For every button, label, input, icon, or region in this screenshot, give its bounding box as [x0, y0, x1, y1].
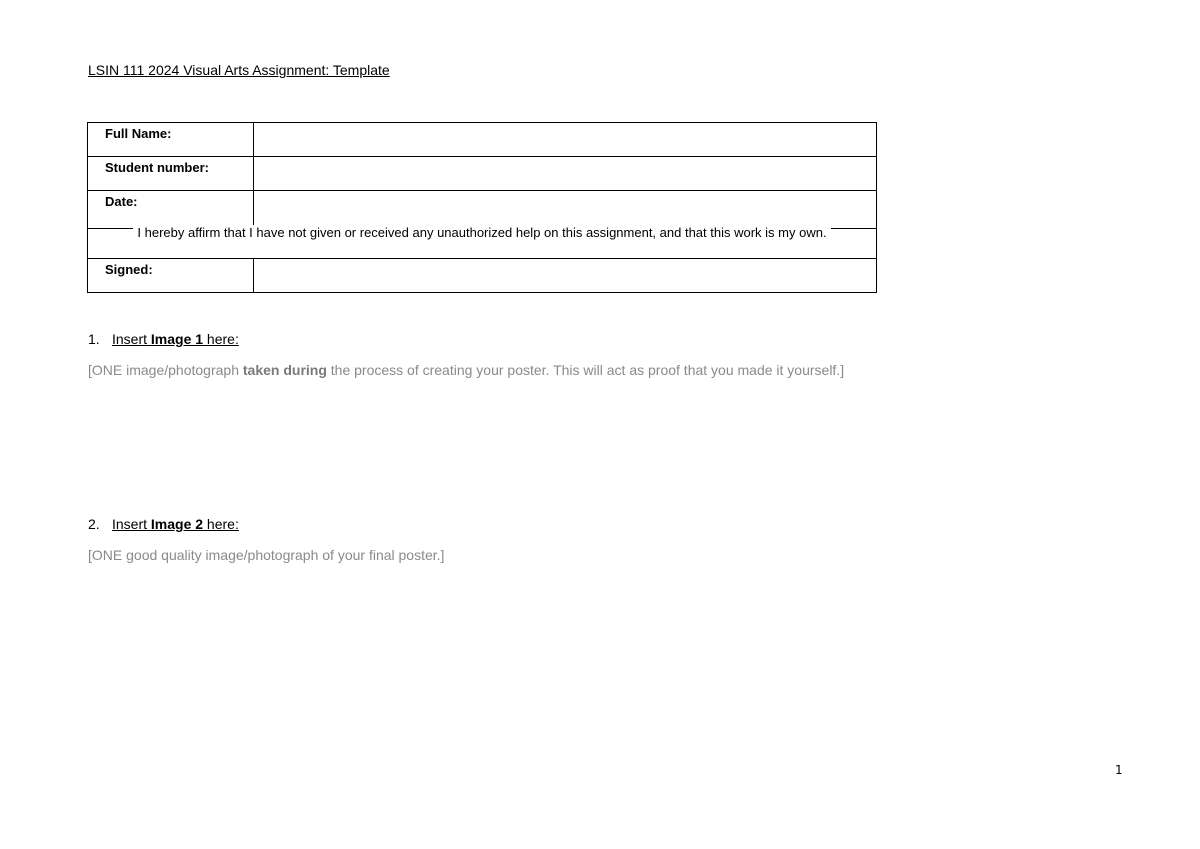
signed-label: Signed:: [88, 259, 254, 293]
section-2-instruction[interactable]: [88, 547, 444, 563]
date-label: Date:: [88, 191, 254, 225]
section-2-heading: [88, 516, 239, 532]
section-1-suffix: here:: [203, 331, 239, 347]
affirmation-cell: [88, 225, 877, 259]
section-1-number: 1.: [88, 331, 100, 347]
section-2-bold: Image 2: [150, 516, 204, 532]
signed-row: [88, 259, 877, 293]
page-title: LSIN 111 2024 Visual Arts Assignment: Template: [88, 62, 390, 78]
date-row: [88, 191, 877, 225]
section-2-prefix: Insert: [112, 516, 151, 532]
section-1-instruction-post: the process of creating your poster. This will act as proof that you made it yourself.]: [326, 362, 845, 378]
section-1-instruction[interactable]: [88, 362, 844, 378]
student-number-field[interactable]: [254, 157, 877, 191]
student-number-row: [88, 157, 877, 191]
section-1-bold: Image 1: [150, 331, 204, 347]
signature-field[interactable]: [254, 259, 877, 293]
section-1-prefix: Insert: [112, 331, 151, 347]
affirmation-text: I hereby affirm that I have not given or received any unauthorized help on this assignment, and that this work is my own.: [133, 225, 830, 240]
full-name-field[interactable]: [254, 123, 877, 157]
section-1-instruction-pre: [ONE image/photograph: [88, 362, 243, 378]
section-2-number: 2.: [88, 516, 100, 532]
section-1-instruction-bold: taken during: [242, 362, 327, 378]
affirmation-row: [88, 225, 877, 259]
section-1-heading: [88, 331, 239, 347]
section-2-suffix: here:: [203, 516, 239, 532]
full-name-row: [88, 123, 877, 157]
date-field[interactable]: [254, 191, 877, 225]
student-info-table: [87, 122, 877, 293]
section-2-instruction-pre: [ONE good quality image/photograph of your final poster.]: [88, 547, 445, 563]
student-number-label: Student number:: [88, 157, 254, 191]
full-name-label: Full Name:: [88, 123, 254, 157]
page-number: 1: [1115, 763, 1123, 777]
